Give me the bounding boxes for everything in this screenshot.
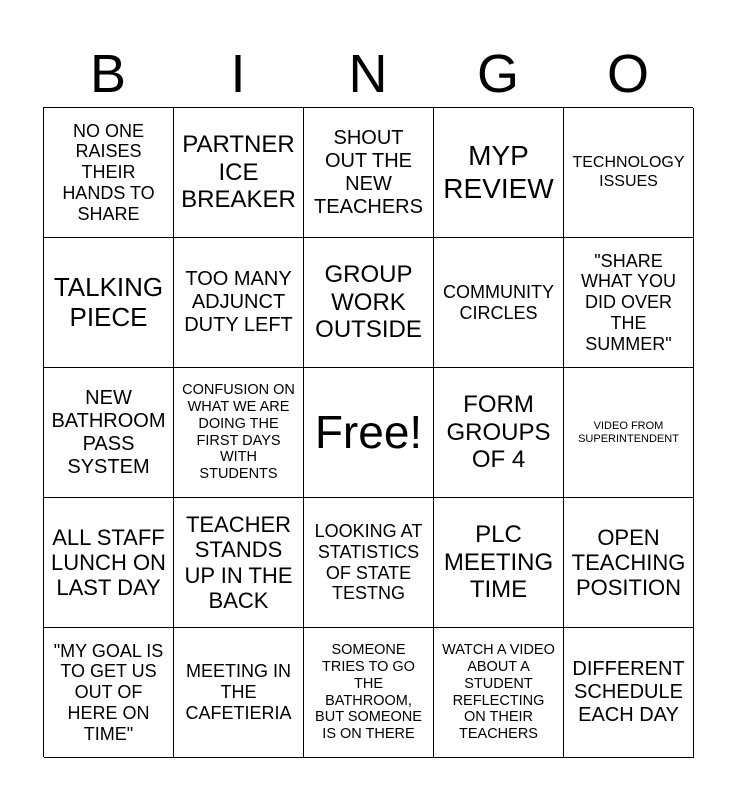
cell-text: TECHNOLOGY ISSUES [572,154,685,190]
bingo-cell[interactable] [44,238,174,368]
cell-text: TOO MANY ADJUNCT DUTY LEFT [184,268,293,336]
cell-text: SHOUT OUT THE NEW TEACHERS [314,126,423,218]
bingo-cell[interactable] [434,628,564,758]
cell-text: NEW BATHROOM PASS SYSTEM [51,386,166,478]
bingo-cell[interactable] [564,238,694,368]
header-letter-b: B [89,44,127,104]
cell-text: WATCH A VIDEO ABOUT A STUDENT REFLECTING ON THEIR TEACHERS [442,642,555,742]
cell-text: FORM GROUPS OF 4 [446,391,551,474]
header-letter-o: O [606,44,649,104]
free-space[interactable] [304,368,434,498]
header-letter-i: I [230,44,246,104]
bingo-cell[interactable] [434,238,564,368]
bingo-cell[interactable] [434,368,564,498]
cell-text: OPEN TEACHING POSITION [571,524,686,601]
cell-text: COMMUNITY CIRCLES [443,281,554,323]
cell-text: TALKING PIECE [53,271,164,332]
cell-text: LOOKING AT STATISTICS OF STATE TESTNG [314,521,423,604]
cell-text: SOMEONE TRIES TO GO THE BATHROOM, BUT SOMEONE IS ON THERE [315,642,422,742]
bingo-cell[interactable] [174,368,304,498]
bingo-cell[interactable] [174,628,304,758]
bingo-cell[interactable] [44,108,174,238]
cell-text: GROUP WORK OUTSIDE [315,261,422,344]
bingo-cell[interactable] [564,108,694,238]
cell-text: TEACHER STANDS UP IN THE BACK [184,511,293,613]
free-space-text: Free! [314,406,423,459]
cell-text: PLC MEETING TIME [443,521,554,604]
cell-text: MYP REVIEW [443,140,554,204]
cell-text: NO ONE RAISES THEIR HANDS TO SHARE [62,120,155,224]
cell-text: VIDEO FROM SUPERINTENDENT [578,419,679,445]
cell-text: PARTNER ICE BREAKER [181,131,296,214]
bingo-cell[interactable] [304,628,434,758]
bingo-board [43,107,693,757]
cell-text: MEETING IN THE CAFETIERIA [185,661,292,723]
cell-text: ALL STAFF LUNCH ON LAST DAY [51,524,166,601]
bingo-cell[interactable] [304,238,434,368]
bingo-cell[interactable] [44,628,174,758]
cell-text: "MY GOAL IS TO GET US OUT OF HERE ON TIME" [53,640,164,744]
bingo-cell[interactable] [564,368,694,498]
bingo-cell[interactable] [174,238,304,368]
cell-text: DIFFERENT SCHEDULE EACH DAY [572,658,685,726]
bingo-header [43,40,693,108]
bingo-cell[interactable] [174,498,304,628]
bingo-cell[interactable] [564,498,694,628]
bingo-cell[interactable] [434,108,564,238]
bingo-cell[interactable] [174,108,304,238]
cell-text: "SHARE WHAT YOU DID OVER THE SUMMER" [580,250,676,354]
bingo-cell[interactable] [44,498,174,628]
bingo-cell[interactable] [44,368,174,498]
bingo-cell[interactable] [304,108,434,238]
bingo-cell[interactable] [304,498,434,628]
bingo-cell[interactable] [564,628,694,758]
bingo-cell[interactable] [434,498,564,628]
header-letter-g: G [476,44,519,104]
header-letter-n: N [348,44,388,104]
cell-text: CONFUSION ON WHAT WE ARE DOING THE FIRST DAYS WITH STUDENTS [182,382,295,482]
